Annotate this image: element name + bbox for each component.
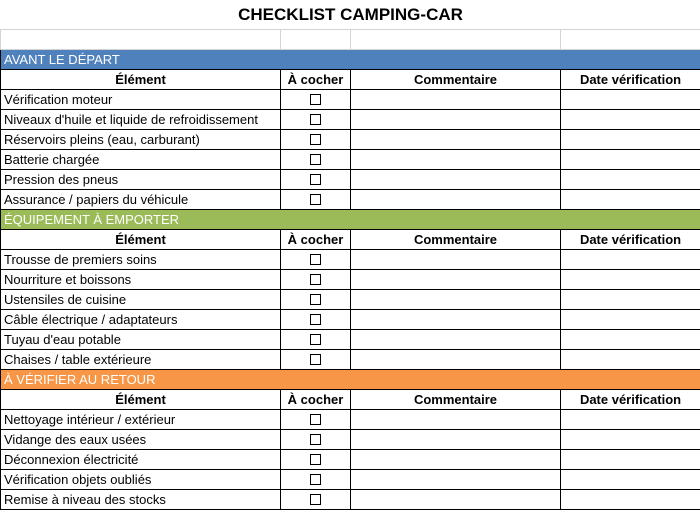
check-cell[interactable]	[281, 350, 351, 370]
date-cell[interactable]	[561, 470, 700, 490]
column-header-row	[1, 230, 700, 250]
comment-cell[interactable]	[351, 270, 561, 290]
date-cell[interactable]	[561, 170, 700, 190]
date-cell[interactable]	[561, 350, 700, 370]
date-cell[interactable]	[561, 450, 700, 470]
date-cell[interactable]	[561, 270, 700, 290]
comment-cell[interactable]	[351, 130, 561, 150]
column-header-element: Élément	[1, 70, 281, 90]
date-cell[interactable]	[561, 130, 700, 150]
item-label: Batterie chargée	[1, 150, 281, 170]
item-label: Nourriture et boissons	[1, 270, 281, 290]
comment-cell[interactable]	[351, 250, 561, 270]
comment-cell[interactable]	[351, 450, 561, 470]
section-header-row	[1, 370, 700, 390]
date-cell[interactable]	[561, 290, 700, 310]
comment-cell[interactable]	[351, 470, 561, 490]
check-cell[interactable]	[281, 410, 351, 430]
column-header-check: À cocher	[281, 230, 351, 250]
table-row	[1, 130, 700, 150]
checkbox[interactable]	[310, 94, 321, 105]
check-cell[interactable]	[281, 490, 351, 510]
check-cell[interactable]	[281, 310, 351, 330]
table-row	[1, 490, 700, 510]
table-row	[1, 270, 700, 290]
table-row	[1, 170, 700, 190]
date-cell[interactable]	[561, 410, 700, 430]
table-row	[1, 330, 700, 350]
comment-cell[interactable]	[351, 150, 561, 170]
check-cell[interactable]	[281, 270, 351, 290]
comment-cell[interactable]	[351, 190, 561, 210]
checkbox[interactable]	[310, 294, 321, 305]
table-row	[1, 90, 700, 110]
checkbox[interactable]	[310, 174, 321, 185]
check-cell[interactable]	[281, 110, 351, 130]
section-title: ÉQUIPEMENT À EMPORTER	[1, 210, 700, 230]
column-header-comment: Commentaire	[351, 70, 561, 90]
empty-cell[interactable]	[1, 30, 281, 50]
check-cell[interactable]	[281, 130, 351, 150]
checkbox[interactable]	[310, 314, 321, 325]
item-label: Vérification moteur	[1, 90, 281, 110]
date-cell[interactable]	[561, 430, 700, 450]
column-header-comment: Commentaire	[351, 390, 561, 410]
checkbox[interactable]	[310, 154, 321, 165]
checkbox[interactable]	[310, 414, 321, 425]
checkbox[interactable]	[310, 274, 321, 285]
checkbox[interactable]	[310, 254, 321, 265]
checkbox[interactable]	[310, 194, 321, 205]
item-label: Vérification objets oubliés	[1, 470, 281, 490]
empty-cell[interactable]	[561, 30, 700, 50]
table-row	[1, 290, 700, 310]
item-label: Assurance / papiers du véhicule	[1, 190, 281, 210]
check-cell[interactable]	[281, 150, 351, 170]
blank-row	[1, 30, 700, 50]
check-cell[interactable]	[281, 290, 351, 310]
page-title: CHECKLIST CAMPING-CAR	[1, 0, 700, 30]
table-row	[1, 310, 700, 330]
item-label: Chaises / table extérieure	[1, 350, 281, 370]
check-cell[interactable]	[281, 250, 351, 270]
date-cell[interactable]	[561, 310, 700, 330]
checkbox[interactable]	[310, 114, 321, 125]
checkbox[interactable]	[310, 434, 321, 445]
check-cell[interactable]	[281, 190, 351, 210]
table-row	[1, 110, 700, 130]
checkbox[interactable]	[310, 134, 321, 145]
table-row	[1, 350, 700, 370]
column-header-date: Date vérification	[561, 70, 700, 90]
comment-cell[interactable]	[351, 330, 561, 350]
column-header-row	[1, 70, 700, 90]
section-header-row	[1, 210, 700, 230]
title-row	[1, 0, 700, 30]
item-label: Niveaux d'huile et liquide de refroidissement	[1, 110, 281, 130]
table-row	[1, 470, 700, 490]
checkbox[interactable]	[310, 354, 321, 365]
column-header-row	[1, 390, 700, 410]
column-header-date: Date vérification	[561, 230, 700, 250]
table-row	[1, 150, 700, 170]
table-row	[1, 410, 700, 430]
date-cell[interactable]	[561, 90, 700, 110]
date-cell[interactable]	[561, 190, 700, 210]
item-label: Réservoirs pleins (eau, carburant)	[1, 130, 281, 150]
date-cell[interactable]	[561, 110, 700, 130]
item-label: Déconnexion électricité	[1, 450, 281, 470]
item-label: Tuyau d'eau potable	[1, 330, 281, 350]
item-label: Ustensiles de cuisine	[1, 290, 281, 310]
date-cell[interactable]	[561, 150, 700, 170]
comment-cell[interactable]	[351, 110, 561, 130]
item-label: Remise à niveau des stocks	[1, 490, 281, 510]
item-label: Câble électrique / adaptateurs	[1, 310, 281, 330]
table-row	[1, 450, 700, 470]
check-cell[interactable]	[281, 430, 351, 450]
table-row	[1, 190, 700, 210]
date-cell[interactable]	[561, 250, 700, 270]
checkbox[interactable]	[310, 494, 321, 505]
check-cell[interactable]	[281, 330, 351, 350]
comment-cell[interactable]	[351, 90, 561, 110]
column-header-check: À cocher	[281, 70, 351, 90]
item-label: Trousse de premiers soins	[1, 250, 281, 270]
column-header-check: À cocher	[281, 390, 351, 410]
section-title: AVANT LE DÉPART	[1, 50, 700, 70]
checkbox[interactable]	[310, 474, 321, 485]
comment-cell[interactable]	[351, 430, 561, 450]
item-label: Pression des pneus	[1, 170, 281, 190]
column-header-element: Élément	[1, 230, 281, 250]
item-label: Nettoyage intérieur / extérieur	[1, 410, 281, 430]
comment-cell[interactable]	[351, 310, 561, 330]
table-row	[1, 250, 700, 270]
column-header-date: Date vérification	[561, 390, 700, 410]
checkbox[interactable]	[310, 454, 321, 465]
column-header-comment: Commentaire	[351, 230, 561, 250]
table-row	[1, 430, 700, 450]
empty-cell[interactable]	[281, 30, 351, 50]
comment-cell[interactable]	[351, 410, 561, 430]
check-cell[interactable]	[281, 90, 351, 110]
column-header-element: Élément	[1, 390, 281, 410]
date-cell[interactable]	[561, 490, 700, 510]
comment-cell[interactable]	[351, 350, 561, 370]
checkbox[interactable]	[310, 334, 321, 345]
check-cell[interactable]	[281, 450, 351, 470]
comment-cell[interactable]	[351, 170, 561, 190]
comment-cell[interactable]	[351, 290, 561, 310]
section-header-row	[1, 50, 700, 70]
empty-cell[interactable]	[351, 30, 561, 50]
check-cell[interactable]	[281, 470, 351, 490]
item-label: Vidange des eaux usées	[1, 430, 281, 450]
check-cell[interactable]	[281, 170, 351, 190]
date-cell[interactable]	[561, 330, 700, 350]
section-title: À VÉRIFIER AU RETOUR	[1, 370, 700, 390]
comment-cell[interactable]	[351, 490, 561, 510]
